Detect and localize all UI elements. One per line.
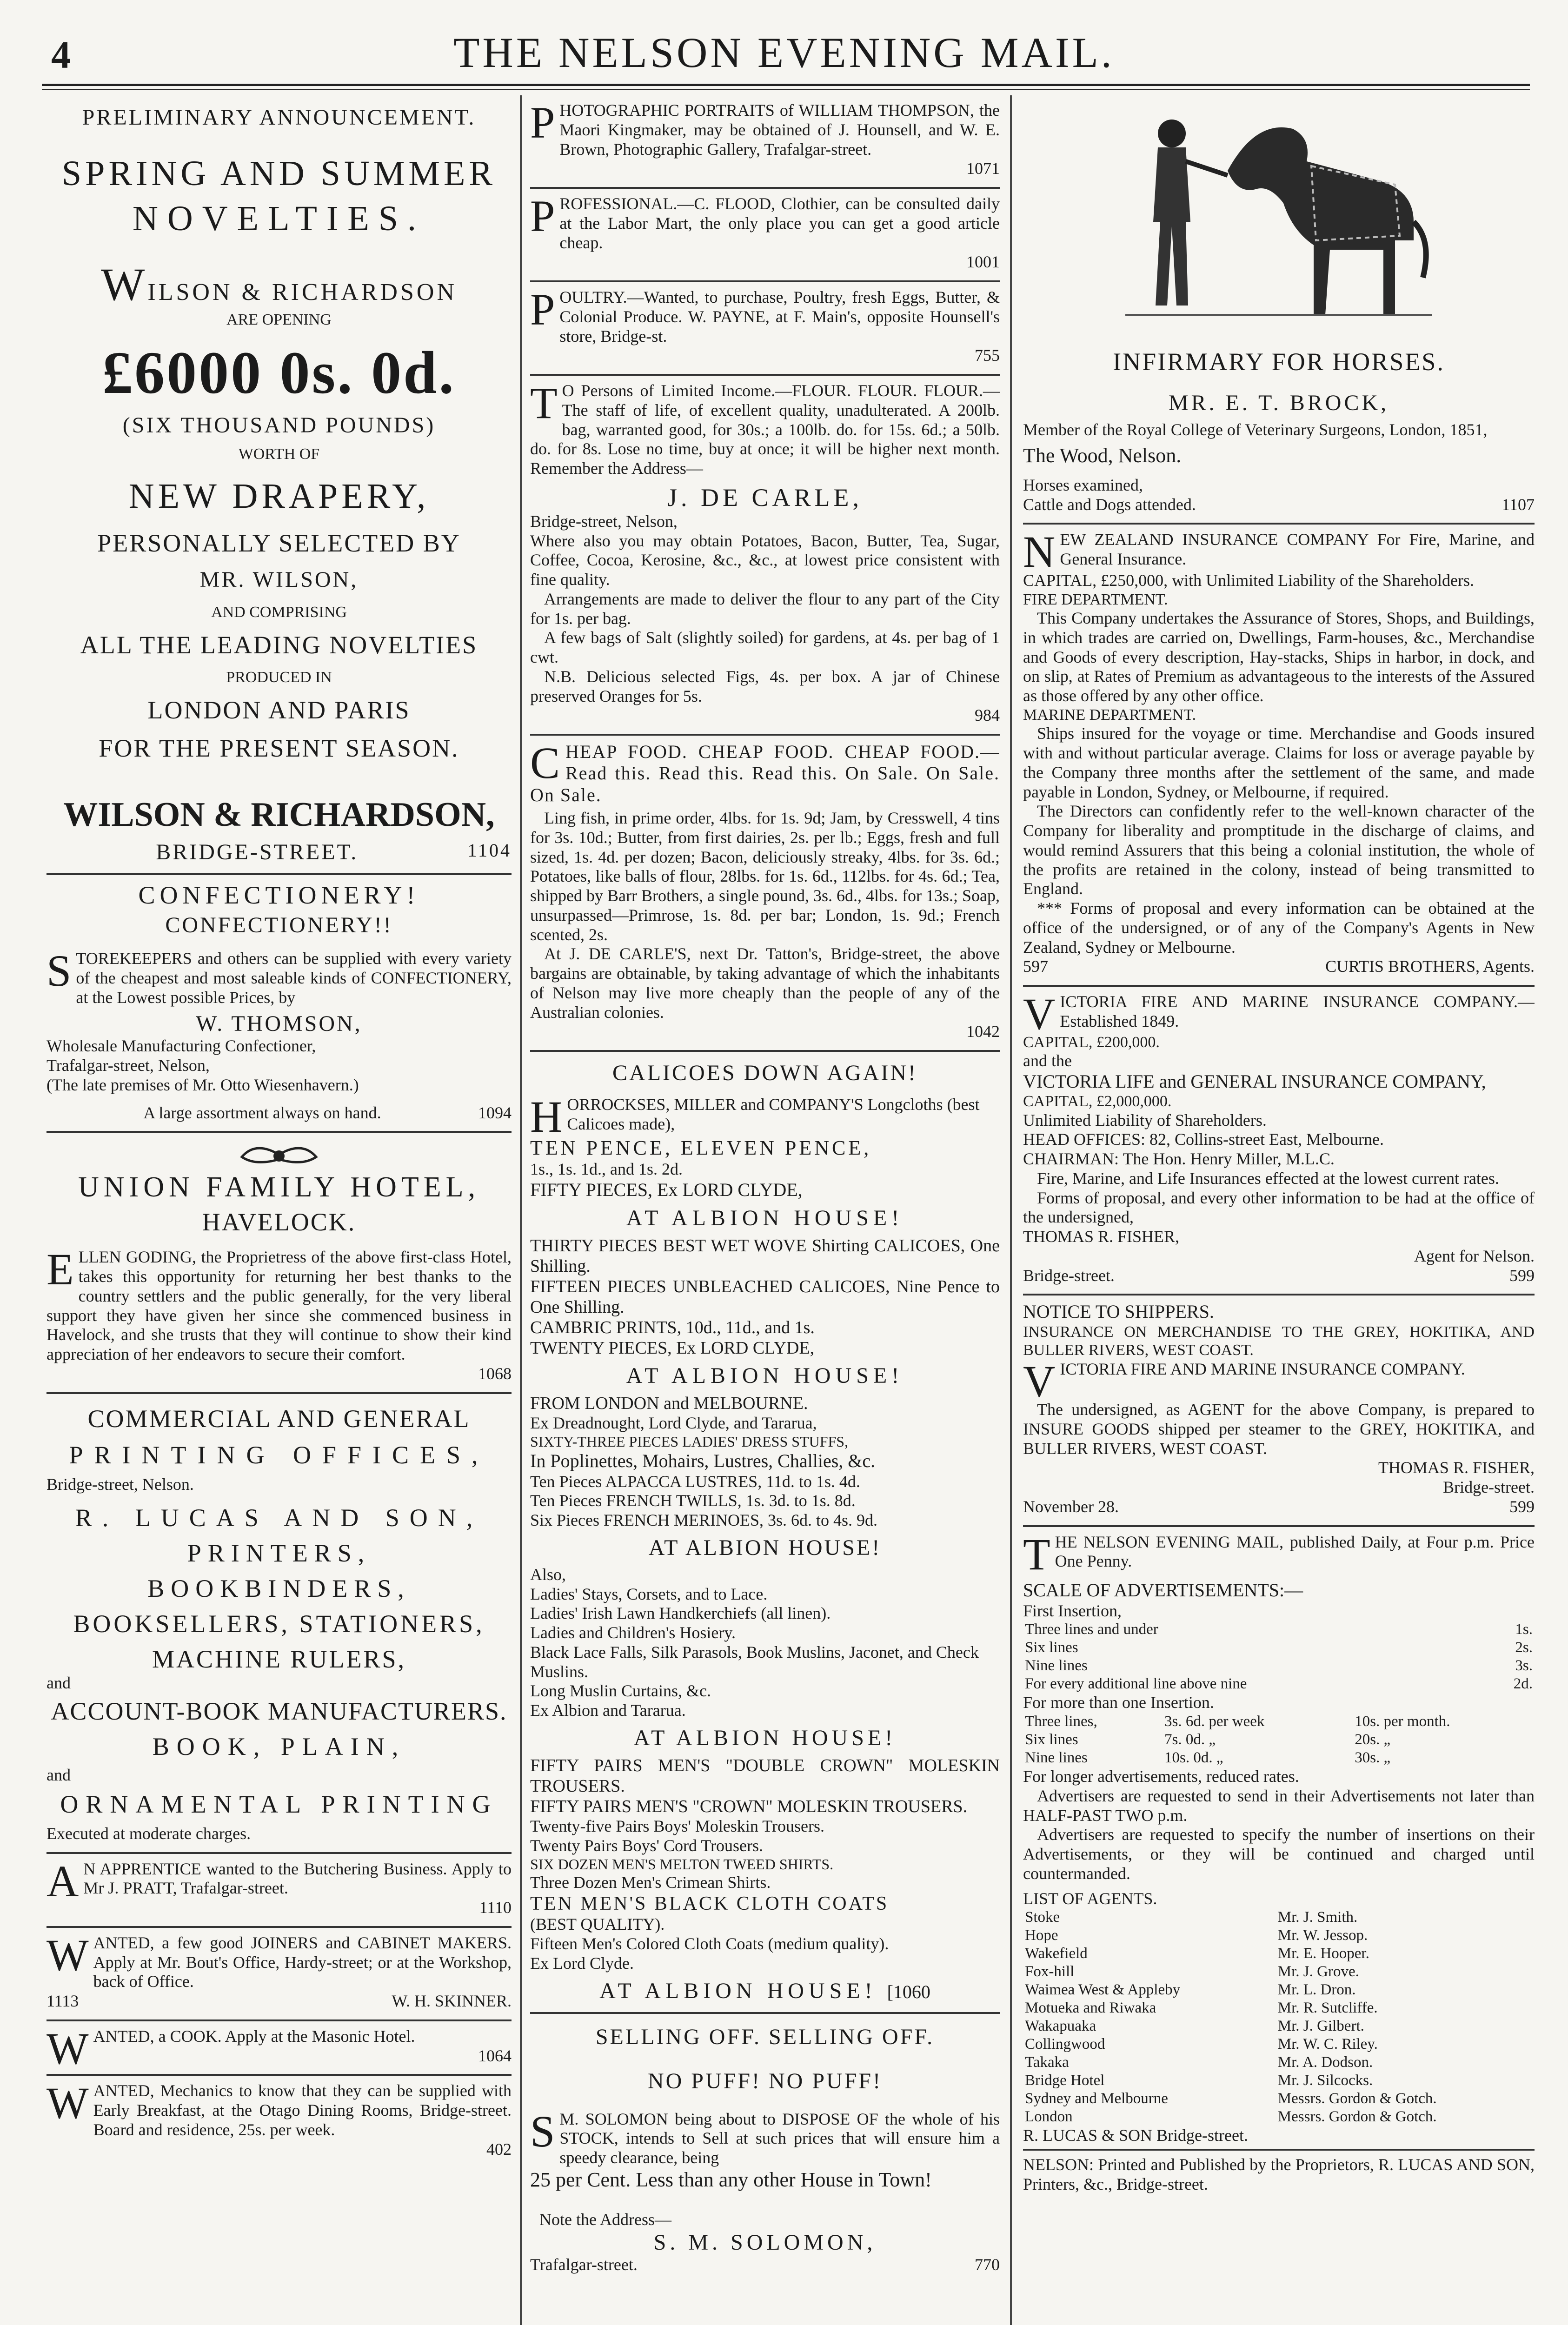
ad-p2: At J. DE CARLE'S, next Dr. Tatton's, Bridge-street, the above bargains are obtainable, by taking advantage of which the inhabitants of Nelson may live more cheaply than the people of any of the Australian colonies.	[530, 944, 1000, 1022]
ad-street-line: Bridge-street. 599	[1023, 1266, 1535, 1285]
rate-row	[1023, 1621, 1535, 1639]
ad-cook	[47, 2021, 512, 2076]
ad-longer: For longer advertisements, reduced rates.	[1023, 1767, 1299, 1786]
rate-monthly: 30s. „	[1355, 1749, 1391, 1767]
ad-l30: Twenty Pairs Boys' Cord Trousers.	[530, 1836, 764, 1855]
ad-l13: SIXTY-THREE PIECES LADIES' DRESS STUFFS,	[530, 1433, 849, 1450]
ad-p3: Arrangements are made to deliver the flour to any part of the City for 1s. per bag.	[530, 589, 1000, 628]
ad-l22: Ladies and Children's Hosiery.	[530, 1623, 736, 1642]
column-3	[1023, 95, 1535, 2325]
ad-number: 1071	[966, 159, 1000, 178]
ad-l10: AT ALBION HOUSE!	[626, 1363, 904, 1388]
ad-company: VICTORIA FIRE AND MARINE INSURANCE COMPANY.	[1023, 1356, 1465, 1406]
ad-l19: Also,	[530, 1565, 566, 1584]
ad-body: STOREKEEPERS and others can be supplied with every variety of the cheapest and most saleable kinds of CONFECTIONERY, at the Lowest possible Prices, by	[47, 946, 512, 1007]
agent-row	[1023, 1926, 1535, 1945]
ad-l8: CAMBRIC PRINTS, 10d., 11d., and 1s.	[530, 1318, 815, 1338]
ad-date-line: November 28. 599	[1023, 1497, 1535, 1516]
ad-poultry	[530, 282, 1000, 376]
ad-calicoes	[530, 1052, 1000, 2013]
ad-chairman: CHAIRMAN: The Hon. Henry Miller, M.L.C.	[1023, 1149, 1335, 1169]
agent-place: London	[1025, 2108, 1073, 2126]
ad-joiners	[47, 1928, 512, 2021]
ad-l26: AT ALBION HOUSE!	[633, 1725, 897, 1750]
ad-more: For more than one Insertion.	[1023, 1693, 1214, 1712]
ad-and-the: and the	[1023, 1051, 1072, 1070]
ad-l36: Ex Lord Clyde.	[530, 1953, 634, 1973]
ad-signoff: 597 CURTIS BROTHERS, Agents.	[1023, 957, 1535, 976]
ad-l9: TWENTY PIECES, Ex LORD CLYDE,	[530, 1338, 815, 1358]
ad-l1: HORROCKSES, MILLER and COMPANY'S Longcloths (best Calicoes made),	[530, 1092, 980, 1142]
rate-row	[1023, 1657, 1535, 1675]
ad-wilson-richardson	[47, 95, 512, 875]
ad-and-comprising: AND COMPRISING	[211, 604, 347, 621]
ad-number: 755	[975, 346, 1000, 365]
ad-number: [1060	[887, 1981, 930, 2002]
ornament-icon	[237, 1138, 321, 1171]
rate-price: 2s.	[1515, 1639, 1533, 1656]
ad-body: PHOTOGRAPHIC PORTRAITS of WILLIAM THOMPSON, the Maori Kingmaker, may be obtained of J. Hounsell, and W. E. Brown, Photographic Gallery, Trafalgar-street.	[530, 98, 1000, 159]
ad-l2-line: Cattle and Dogs attended. 1107	[1023, 495, 1535, 514]
ad-l33: TEN MEN'S BLACK CLOTH COATS	[530, 1893, 889, 1914]
ad-l35: Fifteen Men's Colored Cloth Coats (medium quality).	[530, 1934, 889, 1953]
rate-weekly: 3s. 6d. per week	[1164, 1713, 1265, 1730]
agent-place: Sydney and Melbourne	[1025, 2090, 1168, 2107]
ad-body: Ling fish, in prime order, 4lbs. for 1s. 9d; Jam, by Cresswell, 4 tins for 3s. 10d.; Butter, from first dairies, 2s. per lb.; Eggs, fresh and full sized, 1s. 4d. per dozen; Bacon, deliciously streaky, 4lbs. for 3s. 6d.; Potatoes, like balls of flour, 28lbs. for 1s. 6d., 112lbs. for 4s. 6d.; Tea, shipped by Barr Brothers, a single pound, 3s. 6d., 4lbs. for 13s.; Soap, unsurpassed—Primrose, 1s. 8d. per bar; London, 1s. 9d.; French scented, 2s.	[530, 809, 1000, 944]
rate-label: Six lines	[1025, 1639, 1078, 1656]
ad-l6: THIRTY PIECES BEST WET WOVE Shirting CALICOES, One Shilling.	[530, 1236, 1000, 1276]
ad-marine: MARINE DEPARTMENT.	[1023, 706, 1196, 724]
rate-price: 2d.	[1513, 1675, 1533, 1693]
ad-mechanics	[47, 2076, 512, 2167]
ad-number: 1104	[467, 840, 512, 861]
ad-line14: Executed at moderate charges.	[47, 1824, 251, 1843]
ad-role: Agent for Nelson.	[1414, 1246, 1535, 1265]
ad-l1: Horses examined,	[1023, 475, 1143, 494]
ad-season: FOR THE PRESENT SEASON.	[99, 734, 459, 762]
ad-nz-insurance	[1023, 525, 1535, 987]
ad-p1: This Company undertakes the Assurance of Stores, Shops, and Buildings, in which trades are carried on, Dwellings, Farm-houses, &c., Merchandise and Goods of every description, Hay-stacks, Ships in harbor, in dock, and on slip, at Rates of Premium as advantageous to the interests of the Assured as those offered by any other office.	[1023, 609, 1535, 705]
ad-body: PROFESSIONAL.—C. FLOOD, Clothier, can be consulted daily at the Labor Mart, the only place you can get a good article cheap.	[530, 191, 1000, 252]
agent-place: Collingwood	[1025, 2036, 1105, 2053]
ad-body: WANTED, a few good JOINERS and CABINET MAKERS. Apply at Mr. Bout's Office, Hardy-street; or at the Workshop, back of Office.	[47, 1930, 512, 1991]
agent-name: Mr. L. Dron.	[1277, 1981, 1356, 1999]
ad-office: HEAD OFFICES: 82, Collins-street East, Melbourne.	[1023, 1130, 1384, 1149]
ad-p1: Advertisers are requested to send in their Advertisements not later than HALF-PAST TWO p.m.	[1023, 1786, 1535, 1825]
ad-address: Trafalgar-street, Nelson,	[47, 1056, 210, 1075]
masthead-rule-thin	[42, 89, 1530, 90]
ad-l16: Ten Pieces FRENCH TWILLS, 1s. 3d. to 1s. 8d.	[530, 1491, 856, 1510]
ad-line6: BOOKBINDERS,	[147, 1574, 411, 1603]
agent-place: Waimea West & Appleby	[1025, 1981, 1181, 1999]
ad-l14: In Poplinettes, Mohairs, Lustres, Challies, &c.	[530, 1450, 876, 1472]
ad-number: 402	[486, 2139, 512, 2159]
rate-row	[1023, 1749, 1535, 1767]
ad-line12: and	[47, 1766, 71, 1784]
column-2	[530, 95, 1000, 2325]
ad-name: S. M. SOLOMON,	[653, 2230, 877, 2255]
rate-price: 3s.	[1515, 1657, 1533, 1674]
ad-p2: Ships insured for the voyage or time. Merchandise and Goods insured with and without particular average. Claims for loss or average payable by the Company three months after the settlement of the same, and made payable in London, Sydney, or Melbourne, if required.	[1023, 724, 1535, 801]
ad-body: A N APPRENTICE wanted to the Butchering Business. Apply to Mr J. PRATT, Trafalgar-street.	[47, 1856, 512, 1906]
column-divider-1	[520, 95, 522, 2325]
rate-label: Three lines,	[1025, 1713, 1097, 1730]
ad-signoff: 1113 W. H. SKINNER.	[47, 1992, 512, 2010]
ad-p2: Advertisers are requested to specify the number of insertions on their Advertisements, or they will be continued and charged until countermanded.	[1023, 1825, 1535, 1883]
agent-row	[1023, 1981, 1535, 1999]
ad-victoria-fire	[1023, 987, 1535, 1295]
agent-name: Mr. J. Gilbert.	[1277, 2018, 1364, 2035]
agent-name: Messrs. Gordon & Gotch.	[1277, 2090, 1437, 2107]
rate-row	[1023, 1713, 1535, 1731]
agent-row	[1023, 1908, 1535, 1926]
ad-sub: NO PUFF! NO PUFF!	[647, 2068, 883, 2093]
agent-row	[1023, 2053, 1535, 2072]
ad-number: 599	[1509, 1266, 1535, 1285]
rate-monthly: 10s. per month.	[1355, 1713, 1450, 1730]
ad-sub: INSURANCE ON MERCHANDISE TO THE GREY, HOKITIKA, AND BULLER RIVERS, WEST COAST.	[1023, 1323, 1535, 1359]
rate-monthly: 20s. „	[1355, 1731, 1391, 1748]
ad-l31: SIX DOZEN MEN'S MELTON TWEED SHIRTS.	[530, 1855, 834, 1873]
ad-note: Note the Address—	[539, 2210, 671, 2229]
ad-publication-info	[1023, 1527, 1535, 2203]
ad-heading: INFIRMARY FOR HORSES.	[1113, 348, 1445, 376]
ad-union-hotel	[47, 1133, 512, 1394]
ad-produced: PRODUCED IN	[226, 669, 332, 686]
ad-imprint: NELSON: Printed and Published by the Proprietors, R. LUCAS AND SON, Printers, &c., Bridge-street.	[1023, 2155, 1535, 2193]
ad-body: WANTED, a COOK. Apply at the Masonic Hotel.	[47, 2023, 415, 2073]
ad-fire: FIRE DEPARTMENT.	[1023, 591, 1168, 608]
ad-l29: Twenty-five Pairs Boys' Moleskin Trousers.	[530, 1817, 824, 1836]
ad-l27: FIFTY PAIRS MEN'S "DOUBLE CROWN" MOLESKIN TROUSERS.	[530, 1755, 1000, 1796]
ad-line5: PRINTERS,	[187, 1539, 371, 1568]
ad-body: WANTED, Mechanics to know that they can be supplied with Early Breakfast, at the Otago Dining Rooms, Bridge-street. Board and residence, 25s. per week.	[47, 2078, 512, 2139]
ad-place: HAVELOCK.	[202, 1208, 356, 1236]
ad-name: W. THOMSON,	[196, 1011, 362, 1036]
agent-name: Mr. W. C. Riley.	[1277, 2036, 1378, 2053]
agent-place: Takaka	[1025, 2054, 1069, 2071]
ad-p4: A few bags of Salt (slightly soiled) for gardens, at 4s. per bag of 1 cwt.	[530, 628, 1000, 666]
agent-place: Hope	[1025, 1927, 1058, 1944]
ad-l3: 1s., 1s. 1d., and 1s. 2d.	[530, 1159, 683, 1178]
masthead	[0, 0, 1568, 88]
agent-row	[1023, 2017, 1535, 2035]
ad-l15: Ten Pieces ALPACCA LUSTRES, 11d. to 1s. 4d.	[530, 1472, 860, 1491]
ad-firm-full: WILSON & RICHARDSON,	[63, 796, 495, 834]
agent-place: Bridge Hotel	[1025, 2072, 1105, 2089]
ad-l25: Ex Albion and Tararua.	[530, 1701, 686, 1720]
ad-printing-offices	[47, 1394, 512, 1854]
rate-weekly: 10s. 0d. „	[1164, 1749, 1223, 1767]
ad-street: Bridge-street.	[1443, 1478, 1535, 1497]
ad-professional	[530, 189, 1000, 282]
rate-row	[1023, 1731, 1535, 1749]
ad-p5: N.B. Delicious selected Figs, 4s. per box. A jar of Chinese preserved Oranges for 5s.	[530, 667, 1000, 705]
ad-l12: Ex Dreadnought, Lord Clyde, and Tararua,	[530, 1414, 817, 1433]
ad-number: 599	[1509, 1497, 1535, 1516]
agent-row	[1023, 1945, 1535, 1963]
ad-body: S M. SOLOMON being about to DISPOSE OF the whole of his STOCK, intends to Sell at such prices that will ensure him a speedy clearance, being	[530, 2106, 1000, 2167]
ad-flour	[530, 376, 1000, 736]
ad-heading: CHEAP FOOD. CHEAP FOOD. CHEAP FOOD.—Read this. Read this. Read this. On Sale. On Sale. On Sale.	[530, 738, 1000, 805]
ad-place: The Wood, Nelson.	[1023, 444, 1182, 467]
agent-place: Wakefield	[1025, 1945, 1088, 1962]
agent-name: Mr. A. Dodson.	[1277, 2054, 1373, 2071]
ad-preliminary: PRELIMINARY ANNOUNCEMENT.	[82, 105, 476, 130]
ad-role: Wholesale Manufacturing Confectioner,	[47, 1036, 316, 1056]
ad-capital1: CAPITAL, £200,000.	[1023, 1033, 1160, 1051]
ad-name: MR. E. T. BROCK,	[1168, 391, 1389, 415]
ad-number: 1110	[479, 1898, 512, 1917]
rate-label: Nine lines	[1025, 1749, 1088, 1767]
ad-line13: ORNAMENTAL PRINTING	[60, 1790, 498, 1818]
rate-row	[1023, 1675, 1535, 1693]
ad-name: THOMAS R. FISHER,	[1378, 1458, 1535, 1477]
ad-body: T O Persons of Limited Income.—FLOUR. FLOUR. FLOUR.—The staff of life, of excellent quality, unadulterated. A 200lb. bag, warranted good, for 30s.; a 100lb. do. for 15s. 6d.; a 50lb. do. for 8s. Lose no time, buy at once; it will be higher next month. Remember the Address—	[530, 378, 1000, 478]
ad-capital2: CAPITAL, £2,000,000.	[1023, 1093, 1172, 1110]
ad-address-line: Trafalgar-street. 770	[530, 2255, 1000, 2274]
ad-premises: (The late premises of Mr. Otto Wiesenhavern.)	[47, 1075, 359, 1094]
ad-amount-words: (SIX THOUSAND POUNDS)	[122, 413, 436, 438]
page-number: 4	[51, 33, 71, 77]
ad-line3: Bridge-street, Nelson.	[47, 1475, 194, 1494]
ad-capital: CAPITAL, £250,000, with Unlimited Liability of the Shareholders.	[1023, 571, 1474, 590]
ad-l34: (BEST QUALITY).	[530, 1915, 665, 1934]
ad-amount: £6000 0s. 0d.	[102, 339, 456, 406]
ad-name: J. DE CARLE,	[667, 483, 863, 512]
rates-table-more	[1023, 1713, 1535, 1767]
ad-number: 1001	[966, 252, 1000, 272]
agent-row	[1023, 1963, 1535, 1981]
ad-life: VICTORIA LIFE and GENERAL INSURANCE COMPANY,	[1023, 1070, 1486, 1092]
ad-body: ELLEN GODING, the Proprietress of the above first-class Hotel, takes this opportunity for returning her best thanks to the country settlers and the public generally, for the very liberal support they have given her since she commenced business in Havelock, and she trusts that they will continue to show their kind appreciation of her endeavors to secure their comfort.	[47, 1244, 512, 1363]
ad-p2: Where also you may obtain Potatoes, Bacon, Butter, Tea, Sugar, Coffee, Cocoa, Kerosine, &c., &c., at lowest price consistent with fine quality.	[530, 531, 1000, 589]
ad-selling-off	[530, 2014, 1000, 2283]
ad-line11: BOOK, PLAIN,	[152, 1733, 406, 1760]
ad-street-line: BRIDGE-STREET. 1104	[156, 840, 512, 864]
ad-heading: CALICOES DOWN AGAIN!	[612, 1061, 917, 1086]
rate-price: 1s.	[1515, 1621, 1533, 1638]
column-1	[47, 95, 512, 2325]
ad-body: The undersigned, as AGENT for the above Company, is prepared to INSURE GOODS shipped per steamer to the GREY, HOKITIKA, and BULLER RIVERS, WEST COAST.	[1023, 1400, 1535, 1458]
ad-first: First Insertion,	[1023, 1601, 1122, 1620]
ad-unlimited: Unlimited Liability of Shareholders.	[1023, 1110, 1267, 1129]
ad-notice-shippers	[1023, 1295, 1535, 1527]
ad-publisher: R. LUCAS & SON Bridge-street.	[1023, 2126, 1535, 2151]
ad-l32: Three Dozen Men's Crimean Shirts.	[530, 1873, 771, 1892]
ad-heading: SELLING OFF. SELLING OFF.	[595, 2024, 935, 2049]
ad-heading: NEW ZEALAND INSURANCE COMPANY For Fire, Marine, and General Insurance.	[1023, 527, 1535, 577]
agent-name: Mr. W. Jessop.	[1277, 1927, 1368, 1944]
ad-london-paris: LONDON AND PARIS	[147, 696, 411, 724]
ad-line4: R. LUCAS AND SON,	[75, 1504, 483, 1532]
ad-number: 1064	[478, 2046, 512, 2065]
ad-line2: PRINTING OFFICES,	[69, 1441, 489, 1469]
ad-line9: and	[47, 1674, 71, 1693]
ad-l23: Black Lace Falls, Silk Parasols, Book Muslins, Jaconet, and Check Muslins.	[530, 1642, 979, 1681]
ad-l24: Long Muslin Curtains, &c.	[530, 1681, 711, 1701]
ad-firm-name: WILSON & RICHARDSON	[101, 259, 457, 310]
ad-l7: FIFTEEN PIECES UNBLEACHED CALICOES, Nine Pence to One Shilling.	[530, 1277, 1000, 1317]
ad-l11: FROM LONDON and MELBOURNE.	[530, 1394, 808, 1414]
ad-are-opening: ARE OPENING	[226, 311, 332, 328]
rate-row	[1023, 1639, 1535, 1657]
ad-p2: Forms of proposal, and every other information to be had at the office of the undersigned,	[1023, 1188, 1535, 1227]
ad-heading: CONFECTIONERY!	[138, 881, 420, 909]
agent-place: Wakapuaka	[1025, 2018, 1096, 2035]
ad-l20: Ladies' Stays, Corsets, and to Lace.	[530, 1584, 768, 1603]
ad-apprentice	[47, 1854, 512, 1928]
horse-and-groom-icon	[1116, 101, 1442, 343]
ad-l37-line: AT ALBION HOUSE! [1060	[599, 1978, 930, 2003]
ad-l18: AT ALBION HOUSE!	[648, 1535, 882, 1560]
ad-name: THOMAS R. FISHER,	[1023, 1227, 1180, 1246]
ad-infirmary	[1023, 95, 1535, 525]
ad-p4: *** Forms of proposal and every information can be obtained at the office of the undersigned, or of any of the Company's Agents in New Zealand, Sydney or Melbourne.	[1023, 899, 1535, 957]
ad-mr-wilson: MR. WILSON,	[199, 567, 359, 592]
agent-row	[1023, 2035, 1535, 2053]
agent-row	[1023, 2090, 1535, 2108]
agent-row	[1023, 2108, 1535, 2126]
ad-spring: SPRING AND SUMMER	[61, 154, 497, 193]
column-divider-2	[1010, 95, 1012, 2325]
ad-intro: THE NELSON EVENING MAIL, published Daily, at Four p.m. Price One Penny.	[1023, 1529, 1535, 1579]
ad-p1: Fire, Marine, and Life Insurances effected at the lowest current rates.	[1037, 1169, 1499, 1188]
ad-new-drapery: NEW DRAPERY,	[128, 477, 430, 516]
ad-number: 1042	[966, 1022, 1000, 1041]
rate-label: Six lines	[1025, 1731, 1078, 1748]
ad-heading: NOTICE TO SHIPPERS.	[1023, 1301, 1214, 1322]
ad-confectionery	[47, 875, 512, 1133]
ad-number: 984	[975, 706, 1000, 725]
ad-scale: SCALE OF ADVERTISEMENTS:—	[1023, 1580, 1303, 1601]
agent-row	[1023, 1999, 1535, 2017]
ad-l21: Ladies' Irish Lawn Handkerchiefs (all linen).	[530, 1604, 831, 1623]
ad-line10: ACCOUNT-BOOK MANUFACTURERS.	[51, 1697, 507, 1725]
ad-number: 1107	[1502, 495, 1535, 514]
ad-novelties: NOVELTIES.	[133, 199, 425, 238]
agent-row	[1023, 2072, 1535, 2090]
agent-name: Mr. J. Smith.	[1277, 1909, 1358, 1926]
ad-l17: Six Pieces FRENCH MERINOES, 3s. 6d. to 4s. 9d.	[530, 1511, 878, 1530]
ad-l4: FIFTY PIECES, Ex LORD CLYDE,	[530, 1179, 803, 1200]
agent-name: Mr. R. Sutcliffe.	[1277, 2000, 1378, 2017]
ad-note: A large assortment always on hand. 1094	[143, 1103, 512, 1122]
ad-line7: BOOKSELLERS, STATIONERS,	[73, 1610, 485, 1638]
masthead-rule	[42, 84, 1530, 86]
agent-name: Messrs. Gordon & Gotch.	[1277, 2108, 1437, 2126]
ad-line1: COMMERCIAL AND GENERAL	[87, 1404, 471, 1433]
ad-heading: VICTORIA FIRE AND MARINE INSURANCE COMPANY.—Established 1849.	[1023, 989, 1535, 1039]
ad-line8: MACHINE RULERS,	[152, 1645, 406, 1674]
ad-member: Member of the Royal College of Veterinary Surgeons, London, 1851,	[1023, 420, 1488, 439]
rates-table-first	[1023, 1621, 1535, 1693]
ad-personally: PERSONALLY SELECTED BY	[97, 529, 461, 557]
rate-label: Three lines and under	[1025, 1621, 1158, 1638]
ad-number: 1094	[478, 1103, 512, 1122]
agent-place: Stoke	[1025, 1909, 1060, 1926]
ad-cheap-food	[530, 736, 1000, 1052]
ad-p3: The Directors can confidently refer to the well-known character of the Company for liberality and promptitude in the discharge of claims, and would remind Assurers that this being a colonial institution, the whole of the profits are retained in the colony, instead of being transmitted to England.	[1023, 802, 1535, 898]
rate-label: Nine lines	[1025, 1657, 1088, 1674]
ad-agents-heading: LIST OF AGENTS.	[1023, 1889, 1157, 1908]
agent-name: Mr. E. Hooper.	[1277, 1945, 1369, 1962]
ad-heading: UNION FAMILY HOTEL,	[78, 1171, 480, 1203]
ad-number: 770	[975, 2255, 1000, 2274]
ad-body: POULTRY.—Wanted, to purchase, Poultry, fresh Eggs, Butter, & Colonial Produce. W. PAYNE, at F. Main's, opposite Hounsell's store, Bridge-st.	[530, 285, 1000, 345]
ad-l5: AT ALBION HOUSE!	[626, 1205, 904, 1230]
ad-photographic	[530, 95, 1000, 189]
ad-l28: FIFTY PAIRS MEN'S "CROWN" MOLESKIN TROUSERS.	[530, 1797, 968, 1817]
rate-label: For every additional line above nine	[1025, 1675, 1247, 1693]
ad-l2: TEN PENCE, ELEVEN PENCE,	[530, 1136, 872, 1159]
ad-subheading: CONFECTIONERY!!	[165, 913, 393, 937]
ad-offer: 25 per Cent. Less than any other House in Town!	[530, 2168, 932, 2191]
ad-worth-of: WORTH OF	[238, 445, 320, 463]
agent-place: Motueka and Riwaka	[1025, 2000, 1156, 2017]
ad-leading: ALL THE LEADING NOVELTIES	[80, 631, 478, 659]
rate-weekly: 7s. 0d. „	[1164, 1731, 1216, 1748]
agent-name: Mr. J. Silcocks.	[1277, 2072, 1373, 2089]
ad-number: 1068	[478, 1364, 512, 1383]
agents-table	[1023, 1908, 1535, 2126]
agent-place: Fox-hill	[1025, 1963, 1075, 1980]
newspaper-title: THE NELSON EVENING MAIL.	[453, 29, 1115, 76]
ad-address: Bridge-street, Nelson,	[530, 512, 678, 531]
agent-name: Mr. J. Grove.	[1277, 1963, 1359, 1980]
